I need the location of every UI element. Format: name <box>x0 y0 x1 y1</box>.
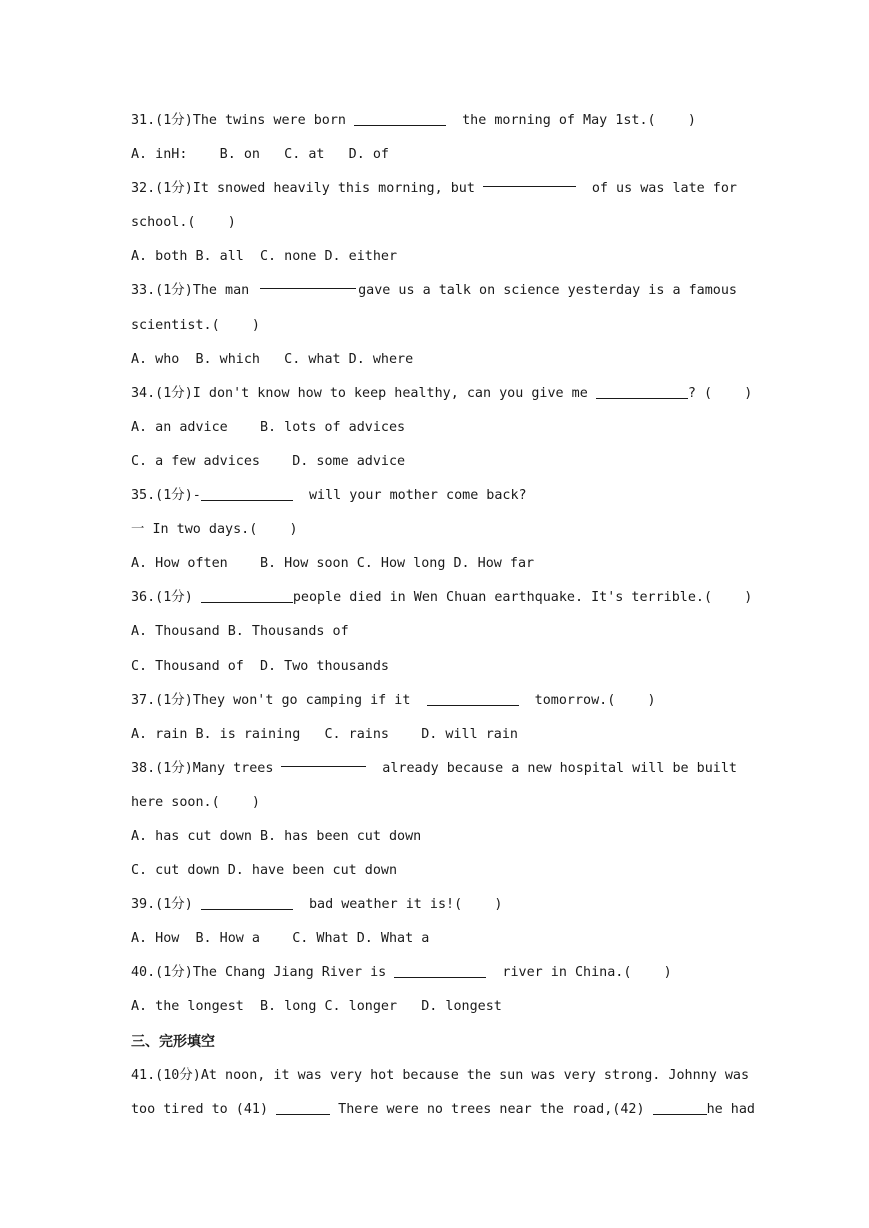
question-33-options: A. who B. which C. what D. where <box>131 351 414 367</box>
question-39-stem: 39.(1分) bad weather it is!( ) <box>131 897 503 913</box>
cloze-blank-42[interactable] <box>653 1100 707 1115</box>
answer-blank[interactable] <box>201 486 293 501</box>
answer-blank[interactable] <box>281 752 366 767</box>
question-36-stem: 36.(1分) people died in Wen Chuan earthquake. It's terrible.( ) <box>131 590 753 606</box>
question-38-stem-continued: here soon.( ) <box>131 794 260 810</box>
question-40-stem: 40.(1分)The Chang Jiang River is river in China.( ) <box>131 965 672 981</box>
worksheet-page <box>131 104 755 1127</box>
question-32-options: A. both B. all C. none D. either <box>131 249 398 265</box>
answer-blank[interactable] <box>596 384 688 399</box>
question-31-stem: 31.(1分)The twins were born the morning of May 1st.( ) <box>131 113 696 128</box>
answer-blank[interactable] <box>427 691 519 706</box>
question-36-options-continued: C. Thousand of D. Two thousands <box>131 658 389 674</box>
question-31-options: A. inH: B. on C. at D. of <box>131 147 389 163</box>
passage-line-2: too tired to (41) There were no trees near the road,(42) he had <box>131 1101 755 1117</box>
question-35-stem: 35.(1分)- will your mother come back? <box>131 488 527 504</box>
question-40-options: A. the longest B. long C. longer D. longest <box>131 999 502 1015</box>
question-33-stem: 33.(1分)The man gave us a talk on science yesterday is a famous <box>131 274 737 308</box>
question-33-stem-continued: scientist.( ) <box>131 317 260 333</box>
question-34-options-continued: C. a few advices D. some advice <box>131 453 406 469</box>
question-38-stem: 38.(1分)Many trees already because a new hospital will be built <box>131 752 737 786</box>
section-heading: 三、完形填空 <box>131 1033 215 1050</box>
answer-blank[interactable] <box>354 111 446 126</box>
question-32-stem-continued: school.( ) <box>131 215 236 231</box>
answer-blank[interactable] <box>483 172 576 187</box>
answer-blank[interactable] <box>260 274 356 289</box>
passage-line-1: 41.(10分)At noon, it was very hot because the sun was very strong. Johnny was <box>131 1067 750 1083</box>
answer-blank[interactable] <box>201 588 293 603</box>
question-34-stem: 34.(1分)I don't know how to keep healthy, can you give me ? ( ) <box>131 385 753 401</box>
question-38-options-continued: C. cut down D. have been cut down <box>131 863 398 879</box>
question-32-stem: 32.(1分)It snowed heavily this morning, but of us was late for <box>131 172 737 206</box>
question-35-options: A. How often B. How soon C. How long D. How far <box>131 556 535 572</box>
question-39-options: A. How B. How a C. What D. What a <box>131 931 430 947</box>
cloze-blank-41[interactable] <box>276 1100 330 1115</box>
question-34-options: A. an advice B. lots of advices <box>131 419 406 435</box>
answer-blank[interactable] <box>394 963 486 978</box>
question-36-options: A. Thousand B. Thousands of <box>131 624 349 640</box>
question-37-options: A. rain B. is raining C. rains D. will rain <box>131 726 518 742</box>
question-38-options: A. has cut down B. has been cut down <box>131 828 422 844</box>
question-35-reply: 一 In two days.( ) <box>131 522 298 538</box>
question-37-stem: 37.(1分)They won't go camping if it tomorrow.( ) <box>131 692 656 708</box>
answer-blank[interactable] <box>201 895 293 910</box>
